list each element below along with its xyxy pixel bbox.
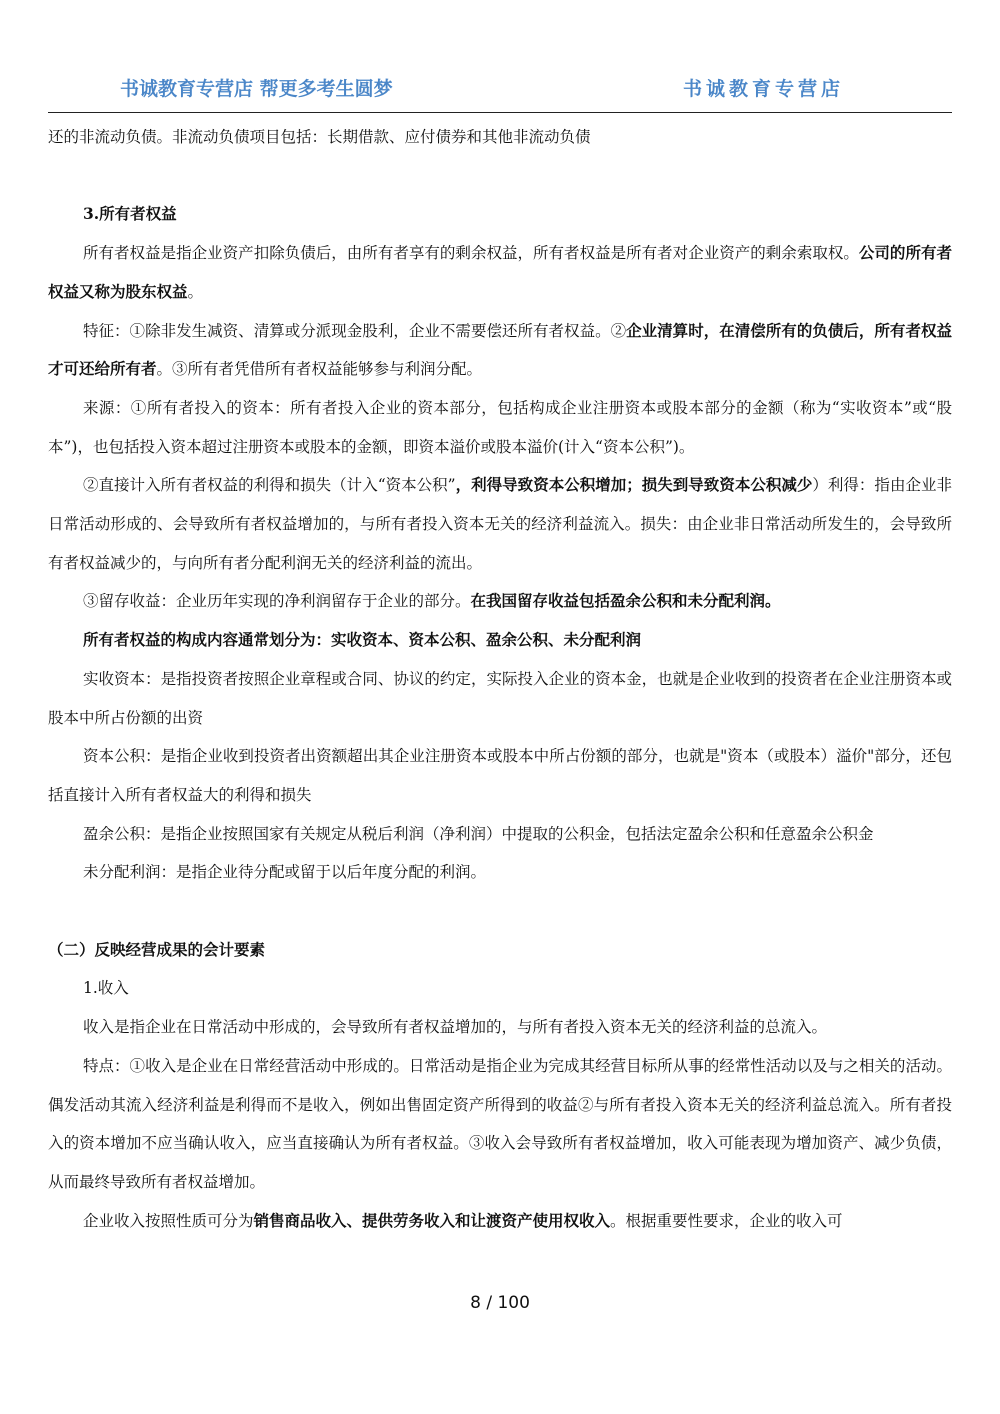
source-3-text: ③留存收益：企业历年实现的净利润留存于企业的部分。	[83, 592, 471, 611]
features-text-1: 特征：①除非发生减资、清算或分派现金股利，企业不需要偿还所有者权益。②	[83, 321, 627, 340]
header-shop-slogan: 书诚教育专营店 帮更多考生圆梦	[120, 78, 393, 100]
heading-revenue: 1.收入	[83, 979, 129, 998]
source-3-bold: 在我国留存收益包括盈余公积和未分配利润。	[470, 591, 781, 611]
source-2-bold: ，利得导致资本公积增加；损失到导致资本公积减少	[455, 475, 813, 495]
source-2-text-b: ）利得：指由企业非日常活动形成的、会导致所有者权益增加的，与所有者投入资本无关的经济利益流入。损失：由企业非日常活动所发生的，会导致所有者权益减少的，与向所有者分配利润无关的经济利益的流出。	[48, 476, 952, 572]
paragraph-revenue-classification	[48, 1202, 952, 1241]
paragraph-undistributed-profit: 未分配利润：是指企业待分配或留于以后年度分配的利润。	[83, 863, 487, 882]
classification-text-2: 。根据重要性要求，企业的收入可	[610, 1211, 843, 1230]
header-divider	[48, 112, 952, 113]
features-bold: 企业清算时，在清偿所有的负债后，所有者权益才可还给所有者	[48, 320, 952, 379]
paragraph-source-2	[48, 466, 952, 582]
paragraph-features	[48, 312, 952, 389]
definition-end: 。	[187, 282, 204, 301]
paragraph-owner-equity-definition	[48, 234, 952, 311]
spacer	[48, 157, 952, 196]
paragraph-revenue-definition: 收入是指企业在日常活动中形成的，会导致所有者权益增加的，与所有者投入资本无关的经济利益的总流入。	[83, 1018, 828, 1037]
heading-owner-equity: 3.所有者权益	[83, 204, 177, 224]
paragraph-source-1: 来源：①所有者投入的资本：所有者投入企业的资本部分，包括构成企业注册资本或股本部分的金额（称为“实收资本”或“股本”)，也包括投入资本超过注册资本或股本的金额，即资本溢价或股本溢价(计入“资本公积”)。	[48, 398, 952, 456]
paragraph-revenue-features: 特点：①收入是企业在日常经营活动中形成的。日常活动是指企业为完成其经营目标所从事的经常性活动以及与之相关的活动。偶发活动其流入经济利益是利得而不是收入，例如出售固定资产所得到的收益②与所有者投入资本无关的经济利益总流入。所有者投入的资本增加不应当确认收入，应当直接确认为所有者权益。③收入会导致所有者权益增加，收入可能表现为增加资产、减少负债，从而最终导致所有者权益增加。	[48, 1056, 952, 1191]
heading-operating-results: （二）反映经营成果的会计要素	[48, 939, 266, 959]
header-shop-name: 书诚教育专营店	[682, 78, 844, 100]
paragraph-paid-in-capital: 实收资本：是指投资者按照企业章程或合同、协议的约定，实际投入企业的资本金，也就是企业收到的投资者在企业注册资本或股本中所占份额的出资	[48, 669, 952, 727]
definition-bold: 公司的所有者权益又称为股东权益	[48, 243, 952, 301]
page-number: 8 / 100	[470, 1293, 530, 1313]
paragraph-intro: 还的非流动负债。非流动负债项目包括：长期借款、应付债券和其他非流动负债	[48, 128, 591, 146]
features-text-2: 。③所有者凭借所有者权益能够参与利润分配。	[156, 360, 483, 379]
paragraph-surplus-reserve: 盈余公积：是指企业按照国家有关规定从税后利润（净利润）中提取的公积金，包括法定盈余公积和任意盈余公积金	[83, 824, 874, 843]
document-body	[48, 118, 952, 1240]
source-2-text-a: ②直接计入所有者权益的利得和损失（计入“资本公积”	[83, 476, 456, 495]
page-header	[48, 68, 952, 108]
classification-text-1: 企业收入按照性质可分为	[83, 1211, 254, 1230]
paragraph-composition: 所有者权益的构成内容通常划分为：实收资本、资本公积、盈余公积、未分配利润	[83, 630, 642, 650]
spacer	[48, 892, 952, 931]
paragraph-capital-reserve: 资本公积：是指企业收到投资者出资额超出其企业注册资本或股本中所占份额的部分，也就是"资本（或股本）溢价"部分，还包括直接计入所有者权益大的利得和损失	[48, 747, 952, 804]
paragraph-source-3	[48, 582, 952, 621]
classification-bold: 销售商品收入、提供劳务收入和让渡资产使用权收入	[253, 1210, 611, 1230]
definition-text: 所有者权益是指企业资产扣除负债后，由所有者享有的剩余权益，所有者权益是所有者对企业资产的剩余索取权。	[83, 244, 859, 263]
